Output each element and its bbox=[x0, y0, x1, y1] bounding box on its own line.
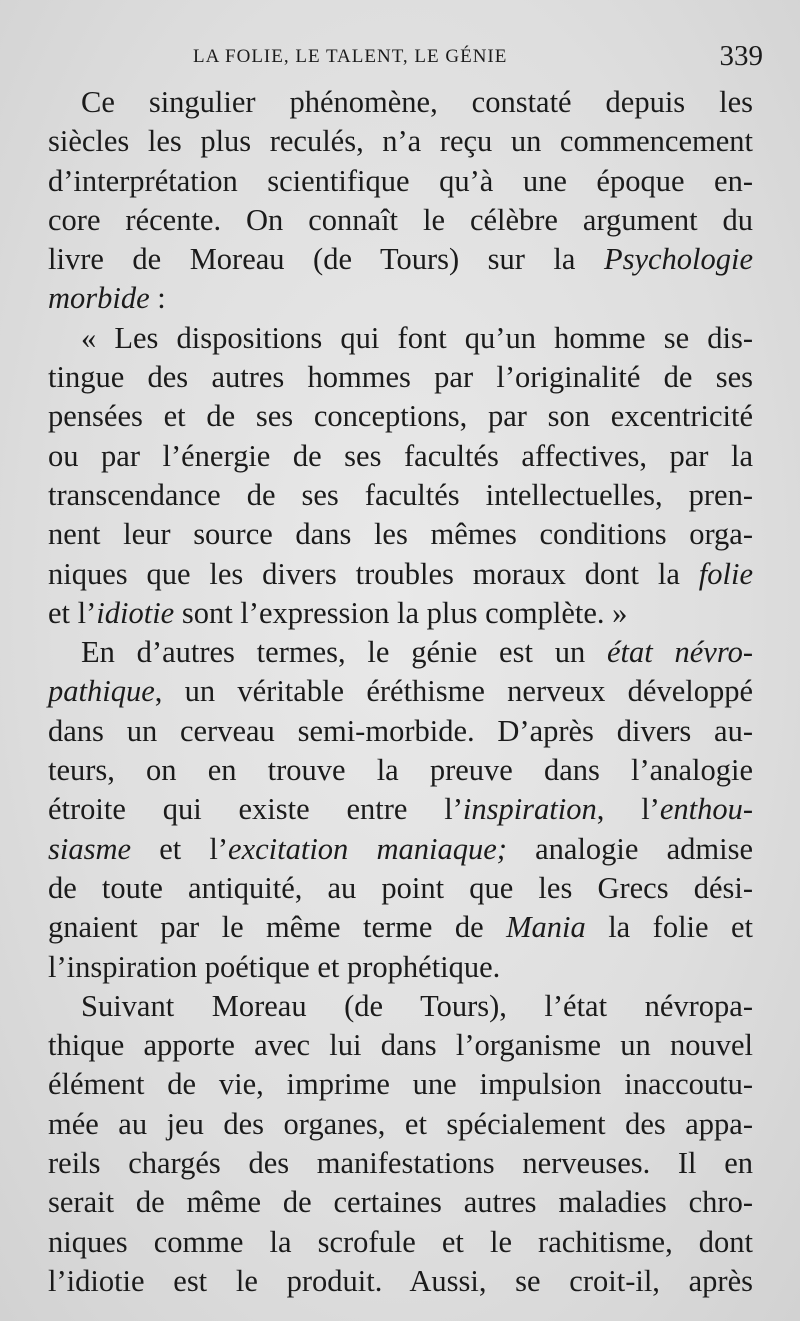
text-line bbox=[48, 987, 753, 1026]
page-header bbox=[48, 40, 763, 80]
running-title: LA FOLIE, LE TALENT, LE GÉNIE bbox=[193, 46, 508, 67]
text-line bbox=[48, 515, 753, 554]
text-segment: teurs, on en trouve la preuve dans l’analogie bbox=[48, 753, 753, 788]
text-line bbox=[48, 319, 753, 358]
text-segment: reils chargés des manifestations nerveuses. Il en bbox=[48, 1146, 753, 1181]
text-segment: dans un cerveau semi-morbide. D’après divers au- bbox=[48, 713, 753, 748]
text-segment: : bbox=[149, 281, 166, 316]
italic-text: idiotie bbox=[96, 595, 175, 630]
italic-text: Mania bbox=[506, 910, 586, 945]
text-line bbox=[48, 908, 753, 947]
text-line bbox=[48, 869, 753, 908]
text-segment: l’idiotie est le produit. Aussi, se croit-il, après bbox=[48, 1263, 753, 1298]
text-segment: nent leur source dans les mêmes conditions orga- bbox=[48, 517, 753, 552]
text-segment: gnaient par le même terme de bbox=[48, 910, 507, 945]
text-line bbox=[48, 476, 753, 515]
italic-text: morbide bbox=[48, 281, 150, 316]
text-line bbox=[48, 1065, 753, 1104]
text-segment: Suivant Moreau (de Tours), l’état névropa- bbox=[81, 988, 753, 1023]
text-segment: Ce singulier phénomène, constaté depuis les bbox=[81, 85, 753, 119]
text-line bbox=[48, 397, 753, 436]
italic-text: état névro- bbox=[607, 635, 753, 670]
text-segment: transcendance de ses facultés intellectuelles, pren- bbox=[48, 477, 753, 512]
text-segment: ou par l’énergie de ses facultés affectives, par la bbox=[48, 438, 753, 473]
text-segment: de toute antiquité, au point que les Grecs dési- bbox=[48, 870, 753, 905]
text-line bbox=[48, 633, 753, 672]
text-line bbox=[48, 437, 753, 476]
text-line bbox=[48, 162, 753, 201]
text-segment: thique apporte avec lui dans l’organisme un nouvel bbox=[48, 1028, 753, 1063]
text-line bbox=[48, 122, 753, 161]
text-line bbox=[48, 948, 753, 987]
text-segment: serait de même de certaines autres maladies chro- bbox=[48, 1185, 753, 1220]
text-segment: , l’ bbox=[596, 792, 660, 827]
text-line bbox=[48, 201, 753, 240]
text-segment: mée au jeu des organes, et spécialement des appa- bbox=[48, 1106, 753, 1141]
italic-text: inspiration bbox=[462, 792, 597, 827]
text-segment: pensées et de ses conceptions, par son excentricité bbox=[48, 399, 753, 434]
text-segment: En d’autres termes, le génie est un bbox=[81, 635, 607, 670]
text-segment: et l’ bbox=[48, 595, 97, 630]
italic-text: folie bbox=[698, 556, 753, 591]
text-line bbox=[48, 790, 753, 829]
text-line bbox=[48, 1026, 753, 1065]
text-line bbox=[48, 1262, 753, 1301]
text-line bbox=[48, 712, 753, 751]
body-text bbox=[48, 83, 753, 1301]
text-segment: core récente. On connaît le célèbre argument du bbox=[48, 202, 753, 237]
page-number: 339 bbox=[719, 40, 763, 72]
italic-text: enthou- bbox=[659, 792, 753, 827]
text-segment: , un véritable éréthisme nerveux développé bbox=[154, 674, 753, 709]
text-segment: livre de Moreau (de Tours) sur la bbox=[48, 242, 604, 277]
text-segment: sont l’expression la plus complète. » bbox=[174, 595, 628, 630]
text-line bbox=[48, 1223, 753, 1262]
text-segment: siècles les plus reculés, n’a reçu un commencement bbox=[48, 124, 753, 159]
italic-text: excitation maniaque; bbox=[228, 831, 507, 866]
text-segment: niques comme la scrofule et le rachitisme, dont bbox=[48, 1224, 753, 1259]
text-line bbox=[48, 672, 753, 711]
text-segment: étroite qui existe entre l’ bbox=[48, 792, 463, 827]
text-segment: analogie admise bbox=[506, 831, 754, 866]
text-line bbox=[48, 830, 753, 869]
text-line bbox=[48, 594, 753, 633]
text-segment: l’inspiration poétique et prophétique. bbox=[48, 949, 501, 984]
text-line bbox=[48, 1105, 753, 1144]
text-line bbox=[48, 83, 753, 122]
text-segment: « Les dispositions qui font qu’un homme se dis- bbox=[81, 320, 753, 355]
italic-text: siasme bbox=[48, 831, 132, 866]
italic-text: pathique bbox=[48, 674, 155, 709]
text-line bbox=[48, 240, 753, 279]
text-segment: niques que les divers troubles moraux dont la bbox=[48, 556, 699, 591]
text-segment: élément de vie, imprime une impulsion inaccoutu- bbox=[48, 1067, 753, 1102]
text-line bbox=[48, 555, 753, 594]
text-segment: et l’ bbox=[131, 831, 229, 866]
text-segment: la folie et bbox=[585, 910, 754, 945]
text-line bbox=[48, 279, 753, 318]
text-line bbox=[48, 751, 753, 790]
text-line bbox=[48, 358, 753, 397]
text-line bbox=[48, 1144, 753, 1183]
text-segment: tingue des autres hommes par l’originalité de ses bbox=[48, 360, 753, 395]
text-line bbox=[48, 1183, 753, 1222]
italic-text: Psychologie bbox=[603, 242, 753, 277]
text-segment: d’interprétation scientifique qu’à une époque en- bbox=[48, 163, 753, 198]
